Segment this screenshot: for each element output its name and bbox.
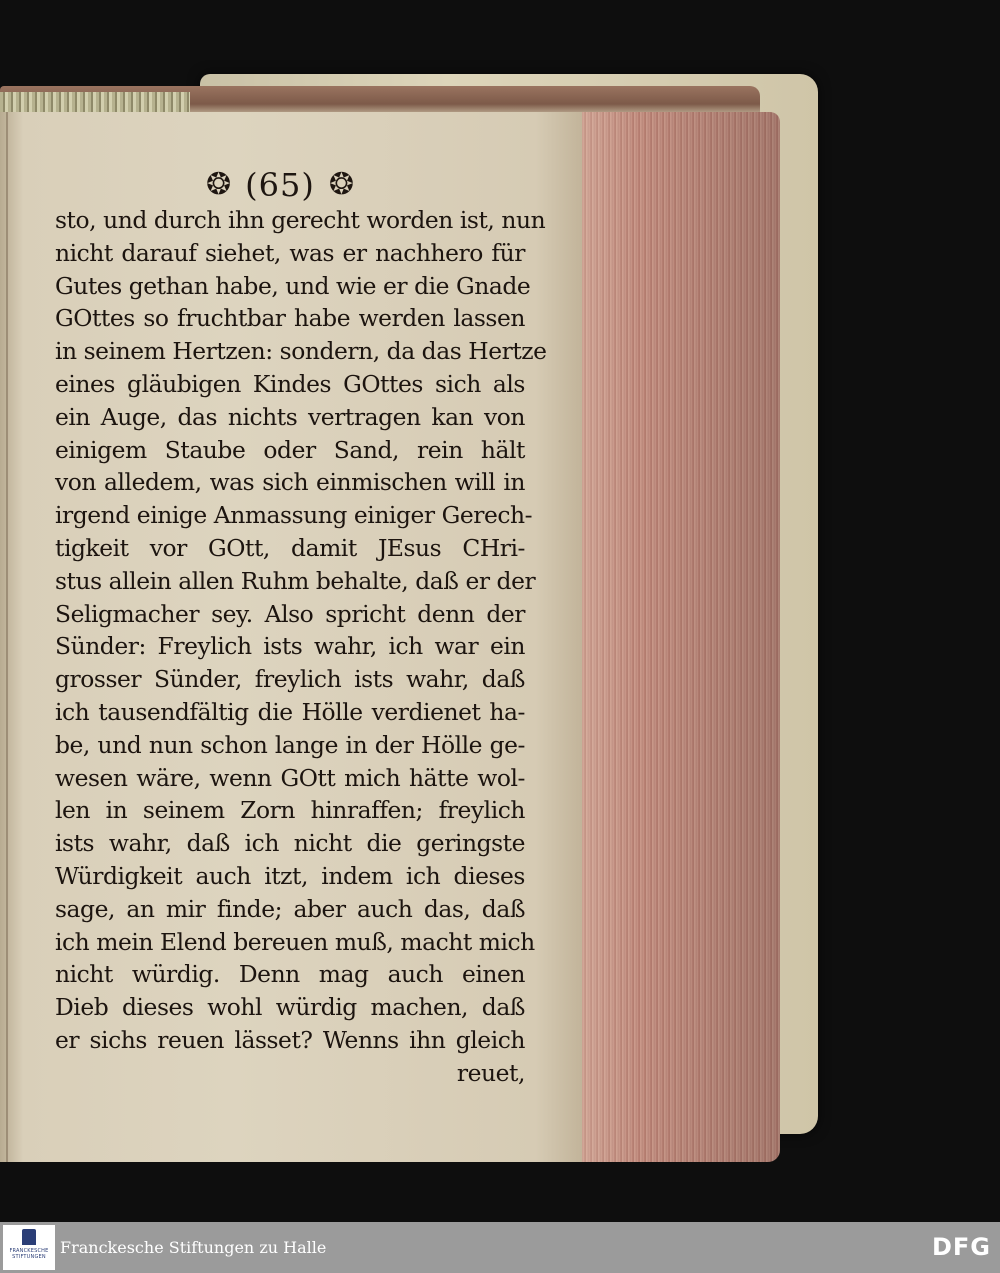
text-line: ich tausendfältig die Hölle verdienet ha- bbox=[55, 697, 525, 726]
text-line: nicht würdig. Denn mag auch einen bbox=[55, 960, 525, 989]
text-line: sto, und durch ihn gerecht worden ist, nun bbox=[55, 206, 546, 234]
catchword: reuet, bbox=[456, 1058, 525, 1087]
text-line: in seinem Hertzen: sondern, da das Hertze bbox=[55, 337, 547, 366]
text-line: Seligmacher sey. Also spricht denn der bbox=[55, 599, 525, 628]
page-number: (65) bbox=[245, 166, 315, 204]
text-line: einigem Staube oder Sand, rein hält bbox=[55, 435, 525, 464]
dfg-logo[interactable]: DFG bbox=[931, 1233, 991, 1261]
text-line: Sünder: Freylich ists wahr, ich war ein bbox=[55, 632, 525, 661]
page-gutter bbox=[6, 112, 8, 1162]
text-line: wesen wäre, wenn GOtt mich hätte wol- bbox=[55, 763, 525, 792]
footer-bar bbox=[0, 1222, 1000, 1273]
text-line: Gutes gethan habe, und wie er die Gnade bbox=[55, 271, 531, 300]
text-line: GOttes so fruchtbar habe werden lassen bbox=[55, 304, 525, 333]
text-line: irgend einige Anmassung einiger Gerech- bbox=[55, 501, 533, 530]
text-line: von alledem, was sich einmischen will in bbox=[55, 468, 525, 497]
text-line: er sichs reuen lässet? Wenns ihn gleich bbox=[55, 1025, 525, 1054]
logo-text: FRANCKESCHE STIFTUNGEN bbox=[9, 1248, 49, 1260]
fore-edge-shading bbox=[576, 112, 780, 1162]
text-line: ein Auge, das nichts vertragen kan von bbox=[55, 402, 525, 431]
text-line: Würdigkeit auch itzt, indem ich dieses bbox=[55, 861, 525, 890]
text-line: be, und nun schon lange in der Hölle ge- bbox=[55, 730, 525, 759]
text-line: sage, an mir finde; aber auch das, daß bbox=[55, 894, 525, 923]
institution-logo[interactable] bbox=[3, 1225, 55, 1270]
orphanage-building-icon bbox=[22, 1229, 36, 1245]
text-line: tigkeit vor GOtt, damit JEsus CHri- bbox=[55, 533, 525, 562]
institution-name[interactable]: Franckesche Stiftungen zu Halle bbox=[60, 1238, 327, 1257]
rosette-ornament-icon: ❂ bbox=[328, 167, 354, 202]
book-headband bbox=[0, 92, 190, 114]
text-line: len in seinem Zorn hinraffen; freylich bbox=[55, 796, 525, 825]
page-header bbox=[190, 163, 370, 207]
text-line: stus allein allen Ruhm behalte, daß er der bbox=[55, 566, 536, 595]
text-line: grosser Sünder, freylich ists wahr, daß bbox=[55, 665, 525, 694]
text-line: eines gläubigen Kindes GOttes sich als bbox=[55, 369, 525, 398]
page-text bbox=[55, 204, 547, 1090]
text-line: ich mein Elend bereuen muß, macht mich bbox=[55, 927, 535, 956]
text-line: Dieb dieses wohl würdig machen, daß bbox=[55, 993, 525, 1022]
text-line: nicht darauf siehet, was er nachhero für bbox=[55, 238, 525, 267]
text-line: ists wahr, daß ich nicht die geringste bbox=[55, 829, 525, 858]
rosette-ornament-icon: ❂ bbox=[206, 167, 232, 202]
